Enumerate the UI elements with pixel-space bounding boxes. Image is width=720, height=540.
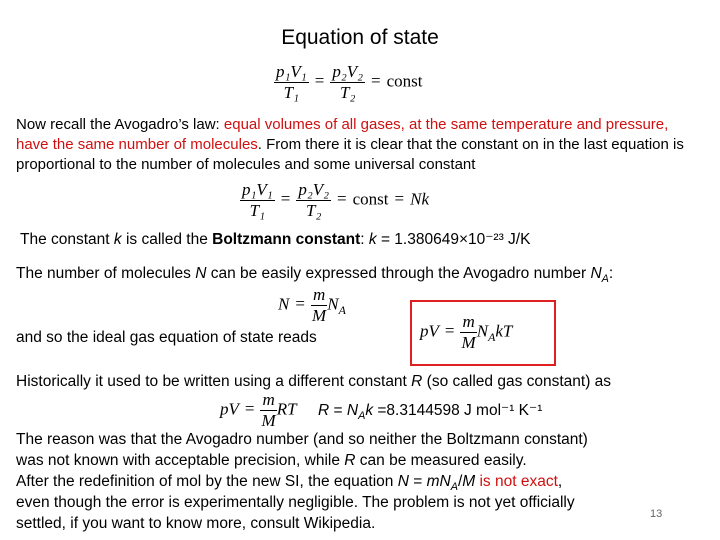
closing-l3-na-sub: A [450, 481, 458, 494]
rvalue-text-1: = [329, 402, 347, 419]
equation-state-ratio [274, 62, 423, 103]
rvalue-text-2: =8.3144598 J mol⁻¹ K⁻¹ [373, 402, 543, 419]
slide-title: Equation of state [281, 26, 439, 49]
boltzmann-value: = 1.380649×10⁻²³ J/K [376, 231, 531, 248]
eq2-const: const [352, 189, 389, 209]
avogadro-law-paragraph [16, 115, 688, 175]
eq3-lhs: N [278, 294, 290, 314]
closing-line-2 [16, 452, 527, 470]
closing-l3-comma: , [557, 473, 563, 490]
avogadro-n: N [195, 265, 207, 282]
closing-l2-r: R [344, 452, 356, 469]
boltzmann-text-1: The constant [20, 231, 114, 248]
eq1-num1: p₁V₁ [276, 62, 307, 81]
avogadro-text-1: The number of molecules [16, 265, 196, 282]
boltzmann-k2: k [368, 231, 377, 248]
rvalue-k: k [365, 402, 374, 419]
eq3-rhs-sub: A [338, 302, 346, 317]
avogadro-law-statement: equal volumes of all gases, at the same temperature and pressure, have the same number of molecules [16, 116, 669, 153]
gas-constant-value [318, 401, 542, 422]
avogadro-text-2: can be easily expressed through the Avogadro number [206, 265, 591, 282]
eq4-rhs2: kT [495, 321, 513, 341]
closing-l2-a: was not known with acceptable precision, while [16, 452, 345, 469]
eq5-lhs: pV [220, 399, 239, 419]
eq2-equals-a: = [280, 189, 291, 209]
boltzmann-k: k [113, 231, 122, 248]
historic-line [16, 373, 611, 391]
boltzmann-text-2: is called the [121, 231, 213, 248]
eq2-num2: p₂V₂ [298, 180, 330, 199]
eq1-num2: p₂V₂ [332, 62, 364, 81]
eq4-num: m [462, 312, 475, 331]
eq1-den2: T₂ [339, 83, 356, 102]
historic-r: R [411, 373, 423, 390]
closing-l3-a: After the redefinition of mol by the new SI, the equation [16, 473, 398, 490]
eq4-lhs: pV [420, 321, 439, 341]
eq1-equals-a: = [314, 71, 325, 91]
page-number: 13 [650, 508, 663, 520]
closing-l2-b: can be measured easily. [355, 452, 527, 469]
eq2-den1: T₁ [249, 201, 266, 220]
eq4-rhs: N [476, 321, 489, 341]
para1-text-1: Now recall the Avogadro’s law: [16, 116, 224, 133]
eq1-equals-b: = [371, 71, 381, 91]
boltzmann-text-3: : [360, 231, 369, 248]
eq1-const: const [386, 71, 423, 91]
avogadro-na-sub: A [601, 273, 609, 286]
eq5-equals: = [244, 399, 255, 419]
avogadro-text-3: : [608, 265, 614, 282]
eq4-den: M [461, 333, 476, 352]
eq1-den1: T₁ [283, 83, 300, 102]
eq2-nk: Nk [410, 189, 429, 209]
closing-l3-na: N [439, 473, 451, 490]
eq3-den: M [311, 306, 327, 325]
not-exact-highlight: is not exact [475, 473, 558, 490]
historic-text-2: (so called gas constant) as [422, 373, 612, 390]
closing-l3-n: N [397, 473, 409, 490]
closing-l3-slash: / [457, 473, 463, 490]
rvalue-r: R [318, 402, 330, 419]
para1-text-3: . From there it is clear that the constant on in the last equation is proportional to the number of molecules and some universal constant [16, 136, 684, 173]
closing-line-5: settled, if you want to know more, consult Wikipedia. [16, 515, 376, 532]
closing-line-4: even though the error is experimentally negligible. The problem is not yet officially [16, 494, 575, 511]
equation-molecule-count [278, 285, 346, 326]
eq5-den: M [261, 411, 276, 430]
eq3-num: m [312, 285, 326, 304]
eq3-equals: = [295, 294, 305, 314]
eq4-rhs-sub: A [488, 329, 496, 344]
eq2-equals-c: = [394, 189, 405, 209]
historic-text-1: Historically it used to be written using a different constant [16, 373, 412, 390]
eq5-num: m [262, 390, 275, 409]
closing-line-3 [16, 473, 562, 493]
closing-l3-eq: = [408, 473, 427, 490]
closing-line-1: The reason was that the Avogadro number (and so neither the Boltzmann constant) [16, 431, 588, 448]
eq2-den2: T₂ [305, 201, 322, 220]
eq2-num1: p₁V₁ [242, 180, 273, 199]
boltzmann-name: Boltzmann constant [212, 231, 361, 248]
eq2-equals-b: = [337, 189, 347, 209]
rvalue-na-sub: A [358, 410, 366, 423]
rvalue-na: N [346, 402, 359, 419]
closing-l3-M: M [462, 473, 476, 490]
equation-gas-constant [220, 390, 297, 431]
avogadro-number-line [16, 265, 613, 285]
eq5-rhs: RT [276, 399, 297, 419]
eq3-rhs: N [327, 294, 339, 314]
boltzmann-constant-line [20, 230, 530, 249]
closing-l3-m: m [426, 473, 440, 490]
avogadro-na: N [590, 265, 602, 282]
equation-state-nk [240, 180, 429, 221]
equation-ideal-gas [420, 312, 512, 353]
eq4-equals: = [444, 321, 455, 341]
ideal-gas-line: and so the ideal gas equation of state reads [16, 329, 317, 346]
